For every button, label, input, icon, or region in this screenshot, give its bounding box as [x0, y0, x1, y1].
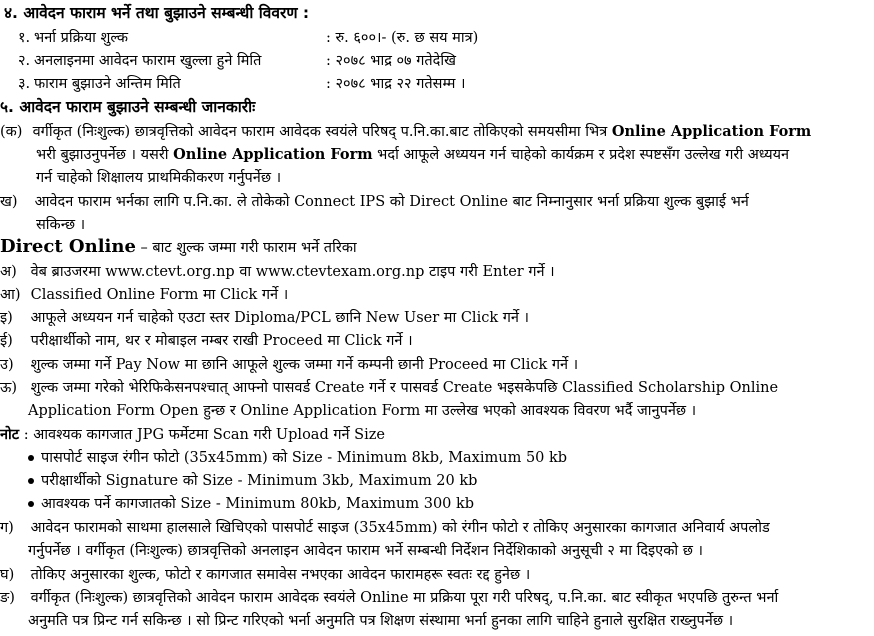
- step-marker: अ): [0, 264, 17, 280]
- fee-row: [18, 28, 479, 48]
- bullet-dot: [28, 501, 34, 507]
- item-ka-line3: गर्न चाहेको शिक्षालय प्राथमिकीकरण गर्नुपर्नेछ ।: [36, 170, 282, 186]
- row-value: : रु. ६००।- (रु. छ सय मात्र): [326, 30, 479, 46]
- step-aa: [0, 285, 288, 305]
- item-ga-line1: [0, 518, 770, 538]
- step-text: वेब ब्राउजरमा www.ctevt.org.np वा www.ctevtexam.org.np टाइप गरी Enter गर्ने ।: [30, 264, 555, 280]
- item-text: तोकिए अनुसारका शुल्क, फोटो र कागजात समावेस नभएका आवेदन फारामहरू स्वतः रद्द हुनेछ ।: [30, 567, 531, 583]
- note-text: : आवश्यक कागजात JPG फर्मेटमा Scan गरी Upload गर्ने Size: [23, 427, 385, 443]
- row-number: १.: [18, 30, 31, 46]
- step-ii: [0, 331, 413, 351]
- direct-online-heading: [0, 237, 357, 258]
- online-form-term: Online Application Form: [611, 123, 812, 140]
- step-marker: उ): [0, 357, 14, 373]
- row-number: ३.: [18, 76, 31, 92]
- item-text: आवेदन फाराम भर्नका लागि प.नि.का. ले तोकेको Connect IPS को Direct Online बाट निम्नानुसार भर्ना प्रक्रिया शुल्क बुझाई भर्न: [34, 194, 749, 210]
- deadline-row: [18, 74, 466, 94]
- item-ga-line2: गर्नुपर्नेछ । वर्गीकृत (निःशुल्क) छात्रवृत्तिको अनलाइन आवेदन फाराम भर्ने सम्बन्धी निर्देशन निर्देशिकाको अनुसूची २ मा दिइएको छ ।: [28, 543, 703, 559]
- direct-online-subtitle: – बाट शुल्क जम्मा गरी फाराम भर्ने तरिका: [140, 240, 357, 256]
- item-marker: ग): [0, 520, 14, 536]
- step-marker: ई): [0, 333, 13, 349]
- step-uu-line2: Application Form Open हुन्छ र Online Application Form मा उल्लेख भएको आवश्यक विवरण भर्दै जानुपर्नेछ ।: [28, 403, 697, 419]
- row-value: : २०७८ भाद्र २२ गतेसम्म ।: [326, 76, 466, 92]
- item-text: भरी बुझाउनुपर्नेछ । यसरी: [36, 147, 169, 163]
- item-nga-line1: [0, 588, 778, 608]
- step-text: Classified Online Form मा Click गर्ने ।: [30, 287, 289, 303]
- row-value: : २०७८ भाद्र ०७ गतेदेखि: [326, 53, 456, 69]
- row-label: अनलाइनमा आवेदन फाराम खुल्ला हुने मिति: [34, 53, 262, 69]
- note-bullet: [28, 448, 567, 468]
- row-number: २.: [18, 53, 31, 69]
- item-ka-line2: [36, 145, 789, 165]
- note-bullet: [28, 471, 477, 491]
- item-marker: घ): [0, 567, 15, 583]
- bullet-dot: [28, 478, 34, 484]
- item-marker: ख): [0, 194, 18, 210]
- step-text: परीक्षार्थीको नाम, थर र मोबाइल नम्बर राखी Proceed मा Click गर्ने ।: [30, 333, 413, 349]
- item-nga-line2: अनुमति पत्र प्रिन्ट गर्न सकिन्छ । सो प्रिन्ट गरिएको भर्ना अनुमति पत्र शिक्षण संस्थामा भर्ना हुनका लागि चाहिने हुनाले सुरक्षित राख्नुपर्नेछ ।: [28, 613, 734, 629]
- bullet-text: पासपोर्ट साइज रंगीन फोटो (35x45mm) को Size - Minimum 8kb, Maximum 50 kb: [41, 450, 568, 466]
- item-text: वर्गीकृत (निःशुल्क) छात्रवृत्तिको आवेदन फाराम आवेदक स्वयंले परिषद् प.नि.का.बाट तोकिएको समयसीमा भित्र: [32, 124, 608, 140]
- note-bullet: [28, 494, 474, 514]
- bullet-text: परीक्षार्थीको Signature को Size - Minimum 3kb, Maximum 20 kb: [41, 473, 478, 489]
- note-label: नोट: [0, 426, 20, 443]
- section-4-heading: ४. आवेदन फाराम भर्ने तथा बुझाउने सम्बन्धी विवरण :: [4, 4, 310, 22]
- bullet-text: आवश्यक पर्ने कागजातको Size - Minimum 80kb, Maximum 300 kb: [41, 496, 475, 512]
- item-kha-line1: [0, 192, 749, 212]
- item-gha: [0, 565, 530, 585]
- step-uu-line1: [0, 378, 778, 398]
- step-marker: ऊ): [0, 380, 18, 396]
- direct-online-title: Direct Online: [0, 236, 136, 257]
- step-text: शुल्क जम्मा गरेको भेरिफिकेसनपश्चात् आफ्नो पासवर्ड Create गर्ने र पासवर्ड Create भइसकेपछि Classified Scholarship Online: [30, 380, 779, 396]
- item-marker: (क): [0, 124, 23, 140]
- bullet-dot: [28, 455, 34, 461]
- step-text: शुल्क जम्मा गर्ने Pay Now मा छानि आफूले शुल्क जम्मा गर्ने कम्पनी छानी Proceed मा Click गर्ने ।: [30, 357, 579, 373]
- item-text: आवेदन फारामको साथमा हालसाले खिचिएको पासपोर्ट साइज (35x45mm) को रंगीन फोटो र तोकिए अनुसारका कागजात अनिवार्य अपलोड: [30, 520, 770, 536]
- open-date-row: [18, 51, 456, 71]
- step-marker: इ): [0, 310, 13, 326]
- step-text: आफूले अध्ययन गर्न चाहेको एउटा स्तर Diploma/PCL छानि New User मा Click गर्ने ।: [30, 310, 530, 326]
- item-kha-line2: सकिन्छ ।: [36, 217, 86, 233]
- item-marker: ङ): [0, 590, 15, 606]
- section-5-heading: ५. आवेदन फाराम बुझाउने सम्बन्धी जानकारीः: [0, 98, 256, 116]
- online-form-term: Online Application Form: [173, 146, 373, 163]
- row-label: भर्ना प्रक्रिया शुल्क: [34, 30, 129, 46]
- step-u: [0, 355, 578, 375]
- item-text: भर्दा आफूले अध्ययन गर्न चाहेको कार्यक्रम र प्रदेश स्पष्टसँग उल्लेख गरी अध्ययन: [377, 147, 790, 163]
- item-text: वर्गीकृत (निःशुल्क) छात्रवृत्तिको आवेदन फाराम आवेदक स्वयंले Online मा प्रक्रिया पूरा गरी परिषद्, प.नि.का. बाट स्वीकृत भएपछि तुरुन्त भर्ना: [30, 590, 779, 606]
- item-ka-line1: [0, 122, 811, 142]
- step-marker: आ): [0, 287, 21, 303]
- step-a: [0, 262, 555, 282]
- row-label: फाराम बुझाउने अन्तिम मिति: [34, 76, 181, 92]
- step-i: [0, 308, 529, 328]
- note-line: [0, 425, 385, 445]
